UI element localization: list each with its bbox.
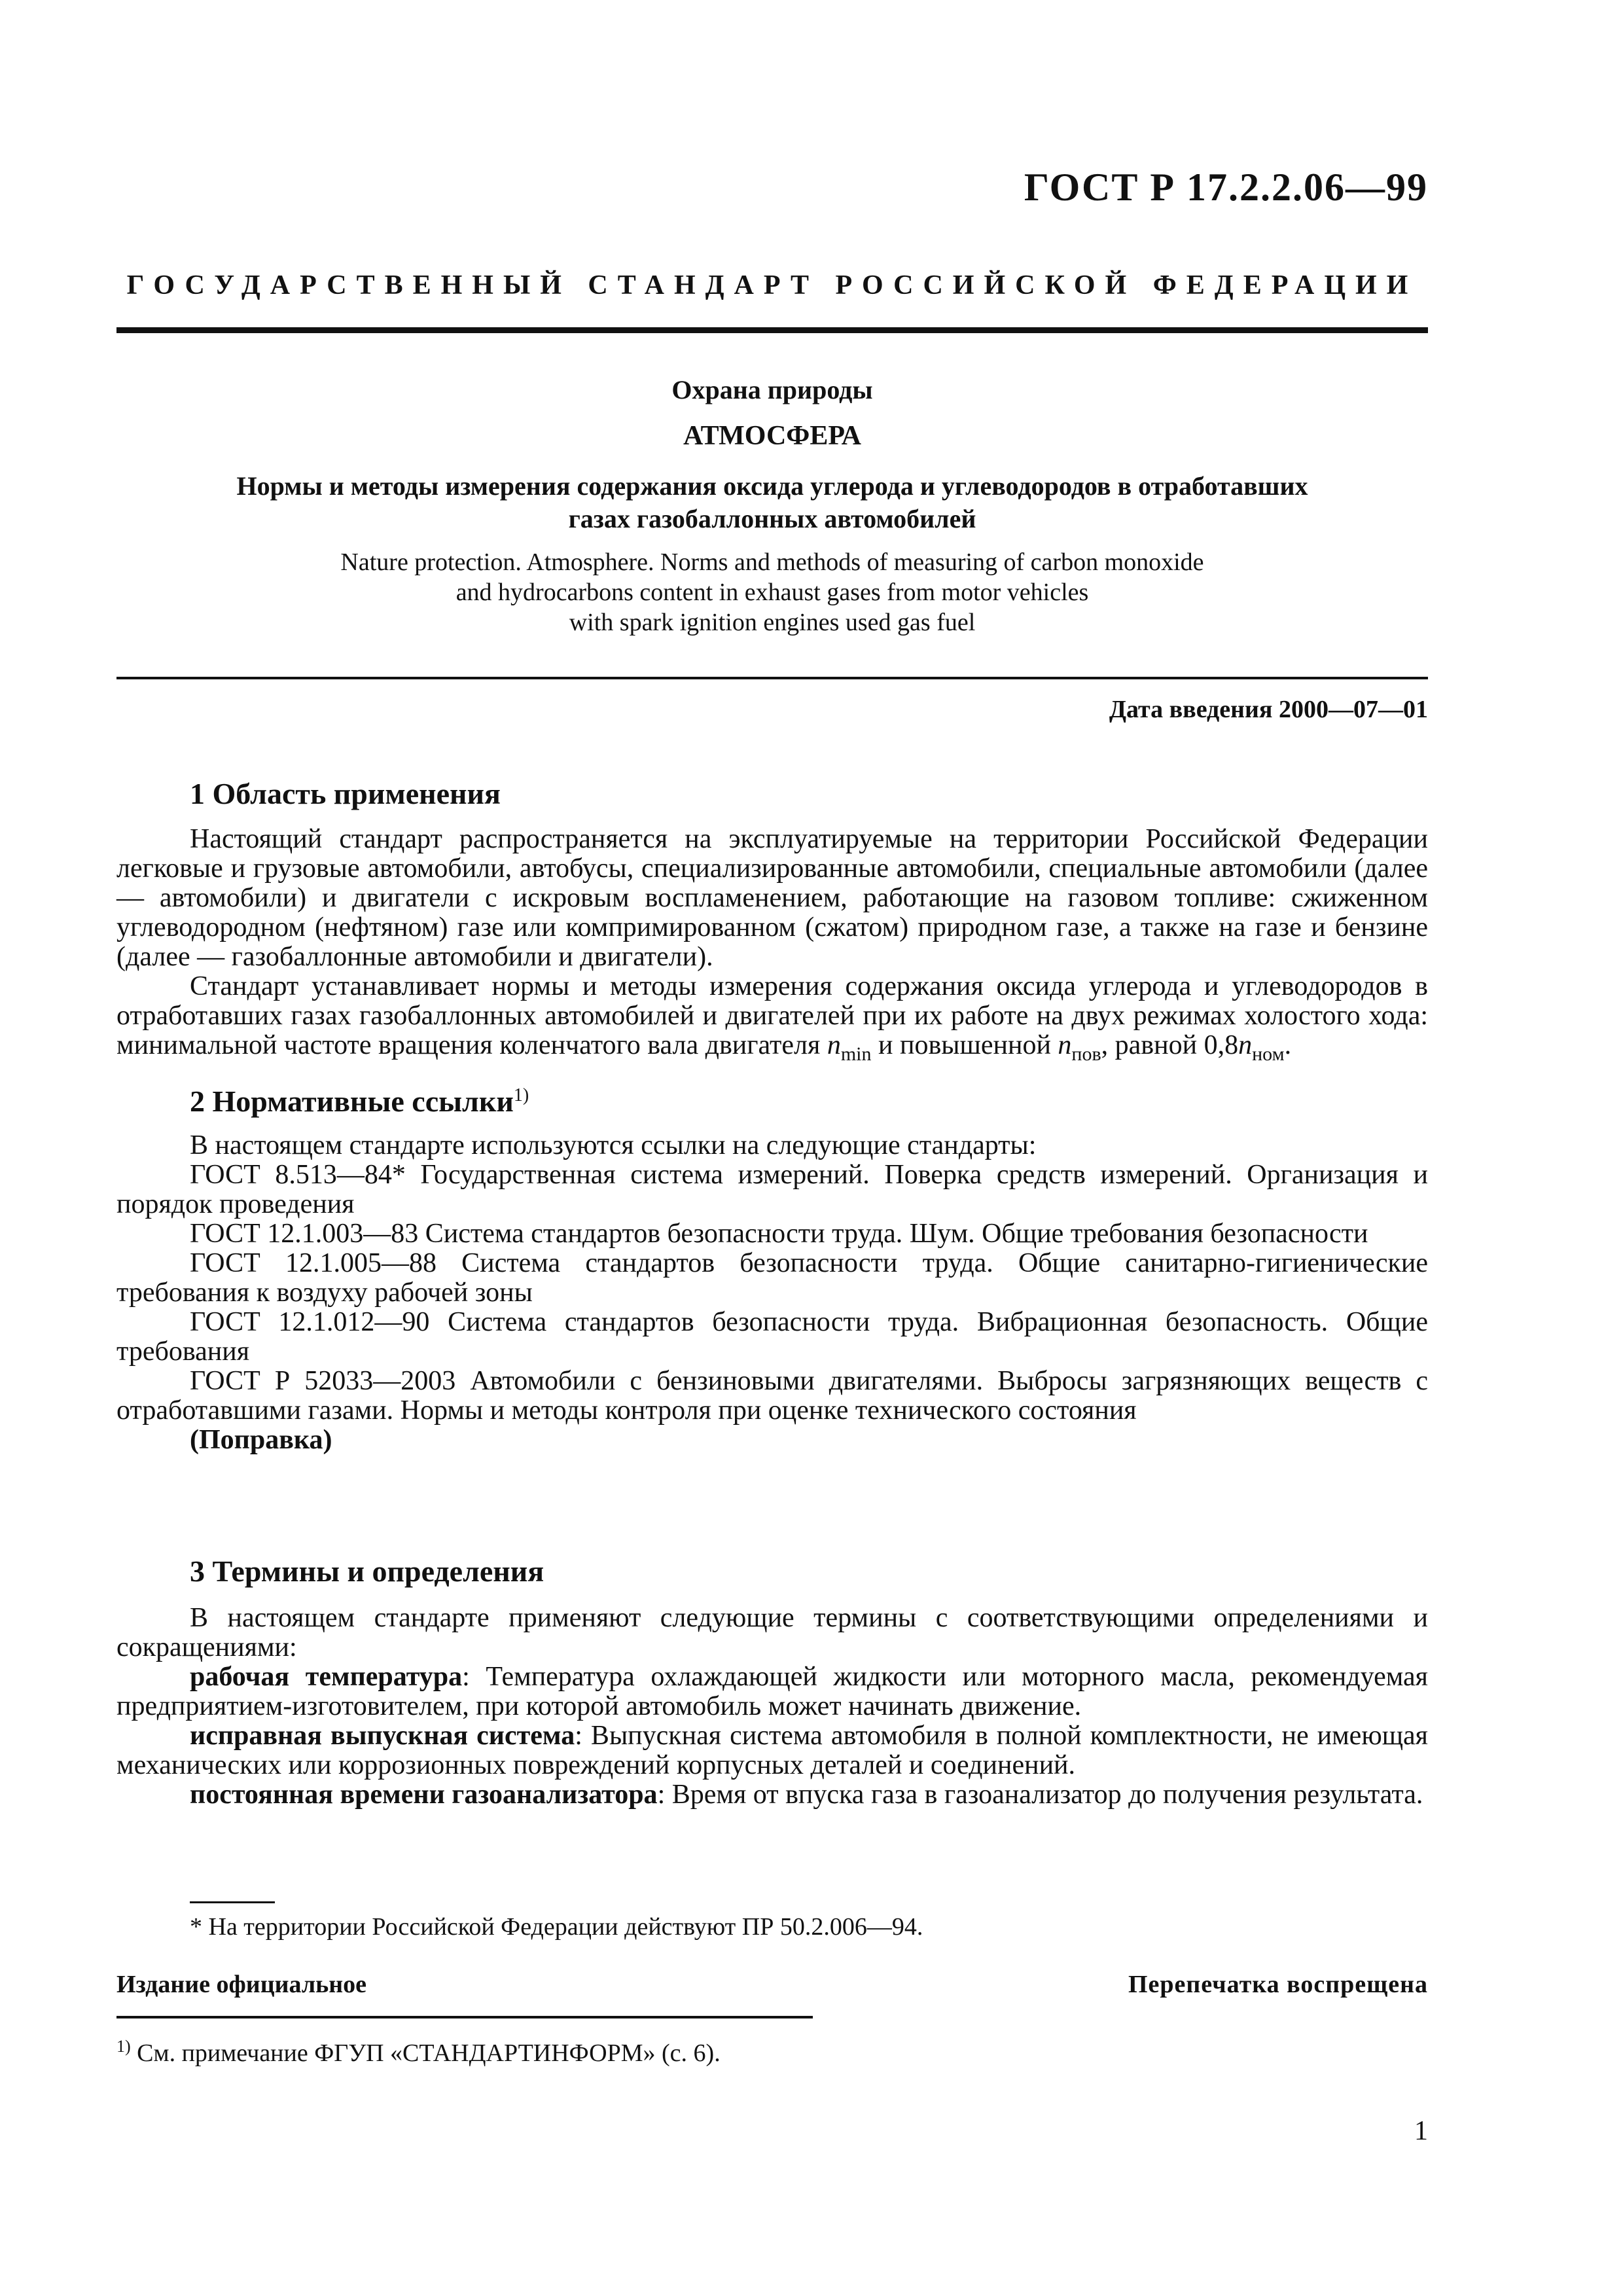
subscript-min: min [840,1043,872,1065]
section-2-heading [190,1084,529,1119]
section-2-body [116,1131,1428,1455]
term-name: рабочая температура [190,1662,463,1692]
amendment-note [116,1426,1428,1455]
term-text: : Температура охлаждающей жидкости или моторного масла, рекомендуемая предприятием-изготовителем, при которой автомобиль может начинать движение. [116,1662,1428,1721]
title-russian-line-2: газах газобаллонных автомобилей [568,504,976,533]
title-english [116,547,1428,637]
footnote-star: * На территории Российской Федерации действуют ПР 50.2.006—94. [190,1913,923,1941]
header-divider [116,327,1428,333]
reference-item: ГОСТ 8.513—84* Государственная система измерений. Поверка средств измерений. Организация и порядок проведения [116,1160,1428,1219]
scope-text: Стандарт устанавливает нормы и методы измерения содержания оксида углерода и углеводородов в отработавших газах газобаллонных автомобилей и двигателей при их работе на двух режимах холостого хода: минимальной частоте вращения коленчатого вала двигателя [116,971,1428,1060]
title-russian-line-1: Нормы и методы измерения содержания оксида углерода и углеводородов в отработавших [236,471,1308,501]
section-3-body [116,1604,1428,1810]
section-1-paragraph-1: Настоящий стандарт распространяется на эксплуатируемые на территории Российской Федерации легковые и грузовые автомобили, автобусы, специализированные автомобили, специальные автомобили (далее — автомобили) и двигатели с искровым воспламенением, работающие на газовом топливе: сжиженном углеводородном (нефтяном) газе или компримированном (сжатом) природном газе, а также на газе и бензине (далее — газобаллонные автомобили и двигатели). [116,824,1428,972]
footnote-divider-long [116,2016,813,2018]
introduction-date: Дата введения 2000—07—01 [1109,696,1428,723]
reprint-prohibited-label: Перепечатка воспрещена [1128,1971,1428,1998]
official-edition-label: Издание официальное [116,1971,367,1998]
term-definition [116,1780,1428,1810]
subscript-nom: ном [1252,1043,1285,1065]
term-definition [116,1662,1428,1721]
term-text: : Время от впуска газа в газоанализатор до получения результата. [657,1780,1423,1810]
footnote-marker: 1) [513,1085,529,1105]
terms-intro: В настоящем стандарте применяют следующие термины с соответствующими определениями и сокращениями: [116,1603,1428,1662]
reference-item: ГОСТ 12.1.012—90 Система стандартов безопасности труда. Вибрационная безопасность. Общие требования [116,1307,1428,1367]
section-1-heading: 1 Область применения [190,777,501,810]
title-protection: Охрана природы [671,375,873,404]
reference-item: ГОСТ Р 52033—2003 Автомобили с бензиновыми двигателями. Выбросы загрязняющих веществ с отработавшими газами. Нормы и методы контроля при оценке технического состояния [116,1366,1428,1426]
reference-item: ГОСТ 12.1.003—83 Система стандартов безопасности труда. Шум. Общие требования безопасности [190,1219,1368,1249]
title-english-line-2: and hydrocarbons content in exhaust gases from motor vehicles [455,579,1089,606]
footnote-1 [116,2037,721,2068]
scope-text-mid: и повышенной [878,1030,1051,1060]
title-english-line-1: Nature protection. Atmosphere. Norms and methods of measuring of carbon monoxide [340,548,1204,576]
footnote-1-marker: 1) [116,2037,131,2056]
title-divider [116,677,1428,679]
term-definition [116,1721,1428,1780]
title-atmosphere: АТМОСФЕРА [683,421,861,451]
term-text: : Выпускная система автомобиля в полной комплектности, не имеющая механических или коррозионных повреждений корпусных деталей и соединений. [116,1721,1428,1780]
footnote-divider [190,1901,275,1903]
page-number: 1 [1414,2116,1428,2146]
n-symbol: n [1238,1030,1253,1060]
subscript-pov: пов [1071,1043,1101,1065]
term-name: постоянная времени газоанализатора [190,1780,658,1810]
gost-number: ГОСТ Р 17.2.2.06—99 [1024,166,1428,209]
section-2-heading-text: 2 Нормативные ссылки [190,1085,514,1118]
section-3-heading: 3 Термины и определения [190,1554,544,1588]
amendment-label: (Поправка) [190,1425,332,1455]
n-symbol: n [1058,1030,1072,1060]
references-intro: В настоящем стандарте используются ссылки на следующие стандарты: [190,1130,1037,1160]
title-russian [116,470,1428,535]
state-standard-heading: ГОСУДАРСТВЕННЫЙ СТАНДАРТ РОССИЙСКОЙ ФЕДЕРАЦИИ [126,270,1418,300]
footnote-1-text: См. примечание ФГУП «СТАНДАРТИНФОРМ» (с. 6). [130,2039,721,2067]
reference-item: ГОСТ 12.1.005—88 Система стандартов безопасности труда. Общие санитарно-гигиенические требования к воздуху рабочей зоны [116,1248,1428,1308]
title-english-line-3: with spark ignition engines used gas fuel [569,609,976,636]
scope-text-end: . [1284,1030,1292,1060]
n-symbol: n [827,1030,841,1060]
section-1-paragraph-2 [116,971,1428,1065]
term-name: исправная выпускная система [190,1721,575,1751]
scope-text-equal: , равной 0,8 [1101,1030,1239,1060]
section-1-body [116,824,1428,1065]
